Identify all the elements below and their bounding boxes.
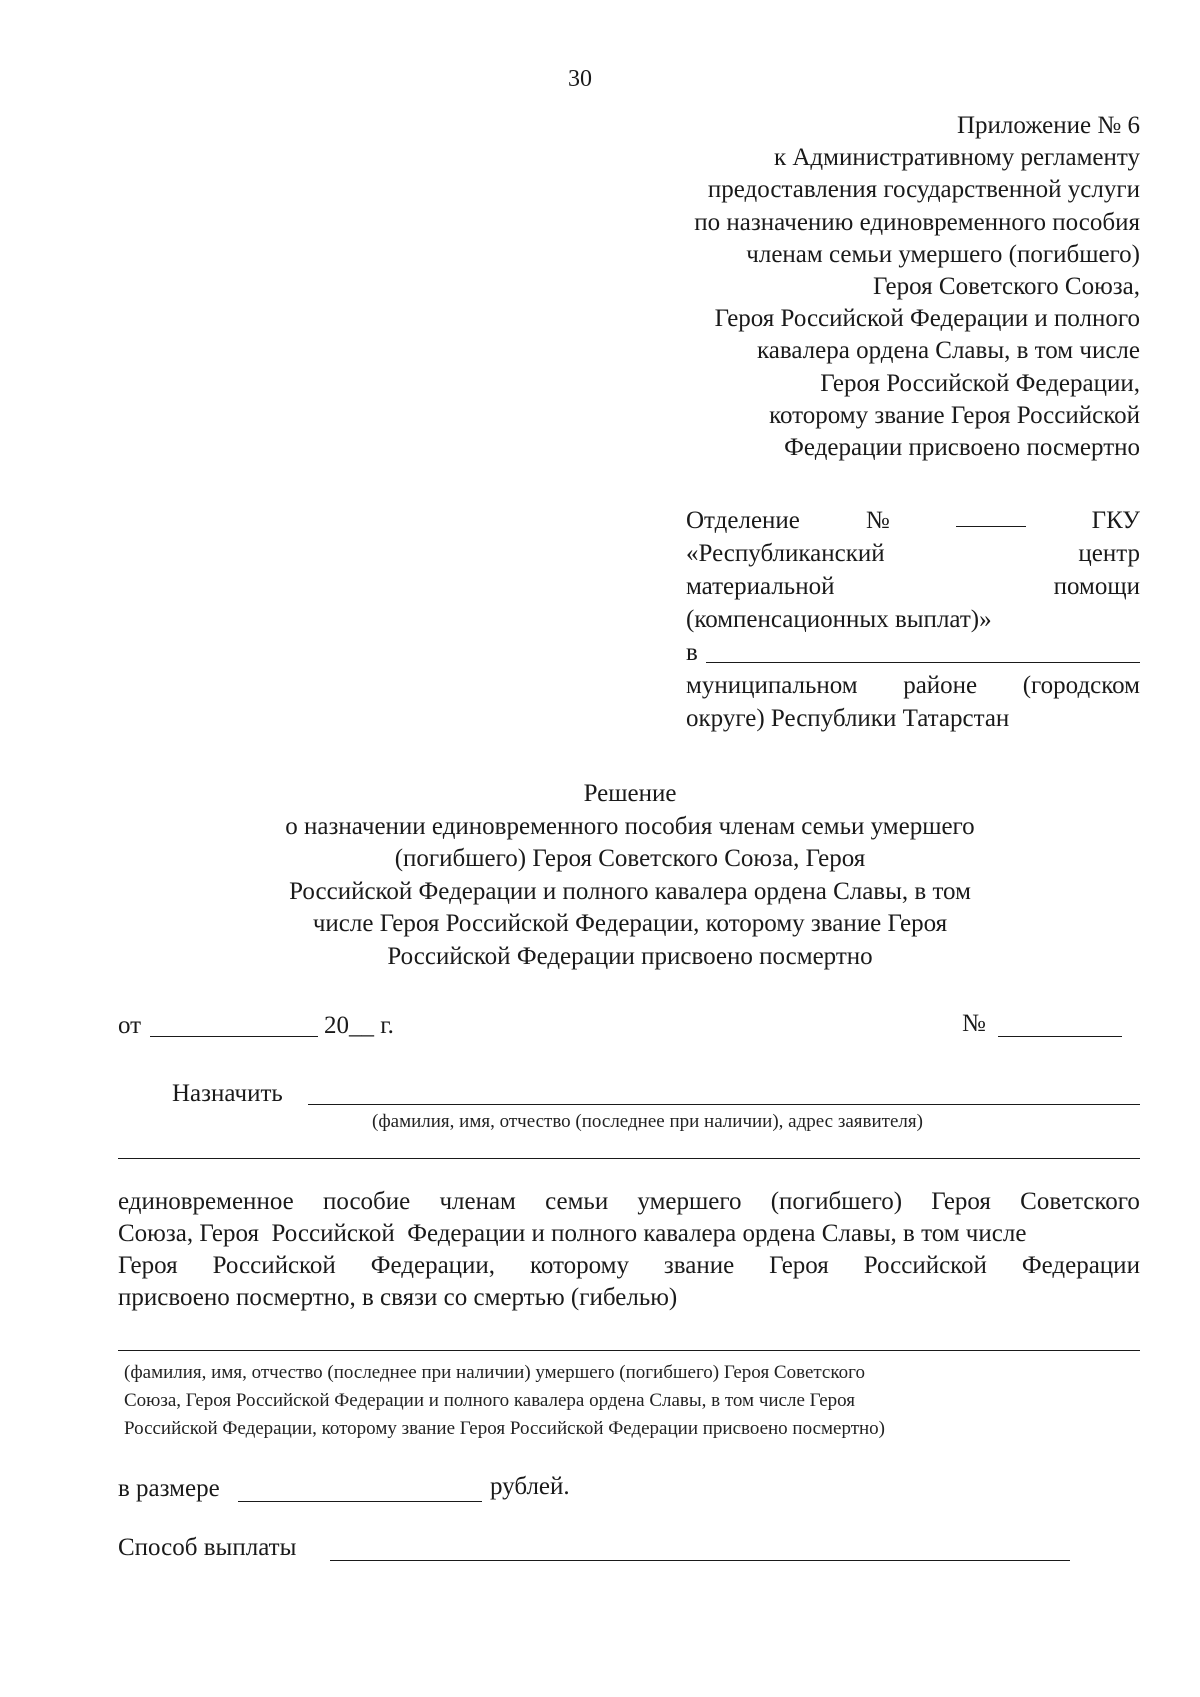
payment-label: Способ выплаты [118, 1534, 297, 1561]
applicant-field-continued[interactable] [118, 1158, 1140, 1159]
page-number: 30 [568, 66, 592, 92]
from-label: от [118, 1012, 142, 1039]
annex-line: Приложение № 6 [956, 112, 1140, 139]
addressee-line: муниципальном районе (городском [686, 672, 1140, 699]
amount-label: в размере [118, 1475, 220, 1502]
decision-subtitle-line: числе Героя Российской Федерации, которому звание Героя [312, 910, 948, 937]
annex-line: которому звание Героя Российской [769, 401, 1140, 429]
deceased-caption: (фамилия, имя, отчество (последнее при наличии) умершего (погибшего) Героя Советского Союза, Героя Российской Федерации и полного кавалера ордена Славы, в том числе Героя Российской Федерации, которому звание Героя Российской Федерации присвоено посмертно) [124, 1362, 886, 1439]
assign-label: Назначить [172, 1080, 283, 1107]
year-label: 20__ г. [324, 1012, 394, 1039]
annex-line: по назначению единовременного пособия [694, 208, 1140, 236]
addressee-line-municipality: в [686, 636, 1140, 669]
addressee-line: «Республиканский центр [686, 540, 1140, 567]
annex-line: кавалера ордена Славы, в том числе [757, 337, 1140, 365]
decision-title: Решение [583, 780, 677, 807]
department-number-field[interactable] [956, 504, 1026, 527]
date-field[interactable] [150, 1036, 318, 1037]
applicant-field[interactable] [308, 1104, 1140, 1105]
amount-unit: рублей. [490, 1473, 570, 1500]
decision-title-block [0, 778, 1200, 973]
amount-field[interactable] [238, 1501, 482, 1502]
annex-line: Героя Российской Федерации и полного [714, 305, 1140, 333]
payment-method-field[interactable] [330, 1560, 1070, 1561]
annex-line: Героя Советского Союза, [872, 273, 1140, 301]
decision-number-field[interactable] [998, 1036, 1122, 1037]
annex-header [580, 110, 1140, 464]
decision-subtitle-line: Российской Федерации и полного кавалера ордена Славы, в том [289, 877, 971, 905]
paragraph-line: Героя Российской Федерации, которому звание Героя Российской Федерации [118, 1252, 1140, 1279]
addressee-line: округе) Республики Татарстан [686, 705, 1010, 732]
addressee-block [686, 504, 1140, 735]
applicant-caption: (фамилия, имя, отчество (последнее при наличии), адрес заявителя) [372, 1111, 923, 1132]
decision-subtitle-line: о назначении единовременного пособия членам семьи умершего [285, 812, 975, 840]
paragraph-line: Союза, Героя Российской Федерации и полного кавалера ордена Славы, в том числе [118, 1220, 1027, 1247]
annex-line: Федерации присвоено посмертно [784, 434, 1140, 462]
annex-line: к Административному регламенту [773, 144, 1140, 172]
deceased-field[interactable] [118, 1350, 1140, 1351]
annex-line: членам семьи умершего (погибшего) [746, 240, 1140, 268]
number-label: № [962, 1010, 986, 1037]
decision-subtitle-line: Российской Федерации присвоено посмертно [387, 942, 873, 970]
paragraph-line: единовременное пособие членам семьи умершего (погибшего) Героя Советского [118, 1188, 1140, 1215]
annex-line: Героя Российской Федерации, [820, 369, 1140, 397]
municipality-field[interactable] [706, 640, 1140, 663]
addressee-line: (компенсационных выплат)» [686, 606, 992, 633]
addressee-line: материальной помощи [686, 573, 1140, 600]
paragraph-line: присвоено посмертно, в связи со смертью (гибелью) [118, 1284, 678, 1311]
benefit-paragraph [118, 1186, 1140, 1314]
decision-subtitle-line: (погибшего) Героя Советского Союза, Героя [394, 845, 866, 872]
addressee-line-department: Отделение № ГКУ [686, 504, 1140, 537]
annex-line: предоставления государственной услуги [707, 176, 1140, 204]
